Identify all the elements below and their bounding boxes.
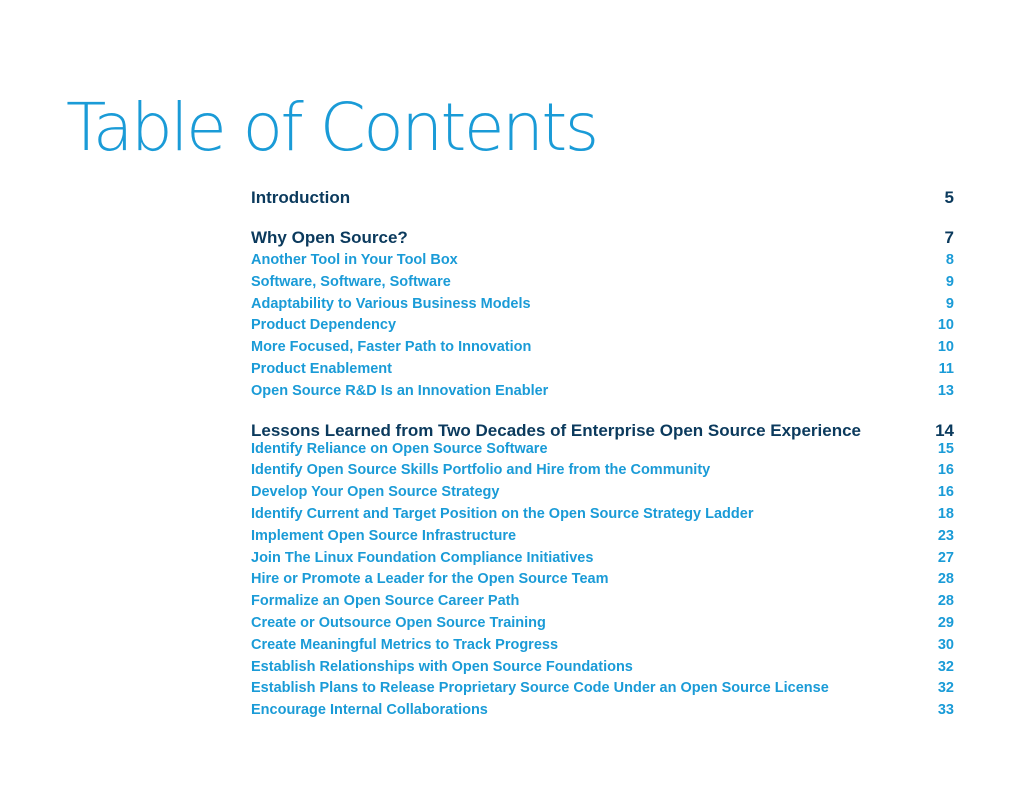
toc-entry[interactable] xyxy=(251,569,954,591)
toc-entry-page: 28 xyxy=(937,571,954,588)
toc-entry[interactable] xyxy=(251,294,954,316)
toc-entry-label: Identify Current and Target Position on the Open Source Strategy Ladder xyxy=(251,505,754,522)
toc-entry-page: 32 xyxy=(937,658,954,675)
toc-entry-label: Open Source R&D Is an Innovation Enabler xyxy=(251,382,549,399)
toc-entry-label: Implement Open Source Infrastructure xyxy=(251,527,517,544)
toc-entry[interactable] xyxy=(251,613,954,635)
toc-entry-page: 28 xyxy=(937,593,954,610)
toc-section-introduction xyxy=(251,186,954,210)
toc-entry[interactable] xyxy=(251,591,954,613)
toc-entry-label: Join The Linux Foundation Compliance Initiatives xyxy=(251,549,594,566)
toc-entry-label: Develop Your Open Source Strategy xyxy=(251,484,500,501)
toc-entry-label: Product Enablement xyxy=(251,360,392,377)
toc-entry-label: Create Meaningful Metrics to Track Progress xyxy=(251,636,559,653)
toc-entry-page: 13 xyxy=(937,382,954,399)
toc-entry[interactable] xyxy=(251,700,954,722)
toc-entry[interactable] xyxy=(251,359,954,381)
toc-entry-label: Establish Plans to Release Proprietary Source Code Under an Open Source License xyxy=(251,680,829,697)
toc-section-lessons-learned xyxy=(251,419,954,722)
toc-entry[interactable] xyxy=(251,678,954,700)
toc-entry-page: 18 xyxy=(937,505,954,522)
toc-entry-page: 9 xyxy=(945,295,954,312)
toc-entry[interactable] xyxy=(251,526,954,548)
toc-entry-label: Identify Open Source Skills Portfolio and Hire from the Community xyxy=(251,462,711,479)
page-title: Table of Contents xyxy=(66,89,597,166)
toc-entry-page: 27 xyxy=(937,549,954,566)
toc-heading-page: 14 xyxy=(935,420,954,440)
toc-entry[interactable] xyxy=(251,548,954,570)
toc-entry-label: Create or Outsource Open Source Training xyxy=(251,614,546,631)
toc-entry-label: Software, Software, Software xyxy=(251,273,451,290)
toc-entry-label: Identify Reliance on Open Source Software xyxy=(251,440,548,457)
toc-entry-label: Formalize an Open Source Career Path xyxy=(251,593,520,610)
toc-heading-label: Why Open Source? xyxy=(251,228,408,247)
toc-entry[interactable] xyxy=(251,460,954,482)
toc-entry[interactable] xyxy=(251,381,954,403)
toc-entry[interactable] xyxy=(251,272,954,294)
toc-section-why-open-source xyxy=(251,226,954,403)
toc-entry-page: 33 xyxy=(937,702,954,719)
toc-entry-page: 10 xyxy=(937,339,954,356)
toc-entry-label: More Focused, Faster Path to Innovation xyxy=(251,339,532,356)
toc-entry-page: 8 xyxy=(945,252,954,268)
toc-entry-label: Hire or Promote a Leader for the Open Source Team xyxy=(251,571,609,588)
toc-entry-label: Encourage Internal Collaborations xyxy=(251,702,488,719)
toc-entry-page: 30 xyxy=(937,636,954,653)
toc-heading-page: 7 xyxy=(944,228,954,247)
toc-entry[interactable] xyxy=(251,337,954,359)
toc-heading-page: 5 xyxy=(944,188,954,207)
toc-entry-page: 15 xyxy=(937,440,954,457)
toc-entry[interactable] xyxy=(251,657,954,679)
table-of-contents xyxy=(251,186,954,722)
toc-entry-page: 32 xyxy=(937,680,954,697)
toc-entry-page: 16 xyxy=(937,484,954,501)
toc-entry[interactable] xyxy=(251,315,954,337)
toc-entry-page: 23 xyxy=(937,527,954,544)
toc-heading-introduction[interactable] xyxy=(251,186,954,210)
toc-entry-label: Establish Relationships with Open Source Foundations xyxy=(251,658,633,675)
toc-heading-label: Lessons Learned from Two Decades of Enterprise Open Source Experience xyxy=(251,420,861,440)
toc-entry[interactable] xyxy=(251,250,954,272)
toc-entry-label: Product Dependency xyxy=(251,317,397,334)
toc-heading-lessons-learned[interactable] xyxy=(251,419,954,439)
toc-entry-page: 16 xyxy=(937,462,954,479)
toc-entry[interactable] xyxy=(251,504,954,526)
toc-entry-page: 11 xyxy=(938,360,954,377)
toc-heading-label: Introduction xyxy=(251,188,351,207)
toc-entry-label: Adaptability to Various Business Models xyxy=(251,295,531,312)
toc-entry[interactable] xyxy=(251,635,954,657)
toc-entry-label: Another Tool in Your Tool Box xyxy=(251,252,458,268)
toc-entry-page: 9 xyxy=(945,273,954,290)
toc-entry-page: 10 xyxy=(937,317,954,334)
toc-entry[interactable] xyxy=(251,482,954,504)
toc-entry-page: 29 xyxy=(937,614,954,631)
toc-heading-why-open-source[interactable] xyxy=(251,226,954,250)
